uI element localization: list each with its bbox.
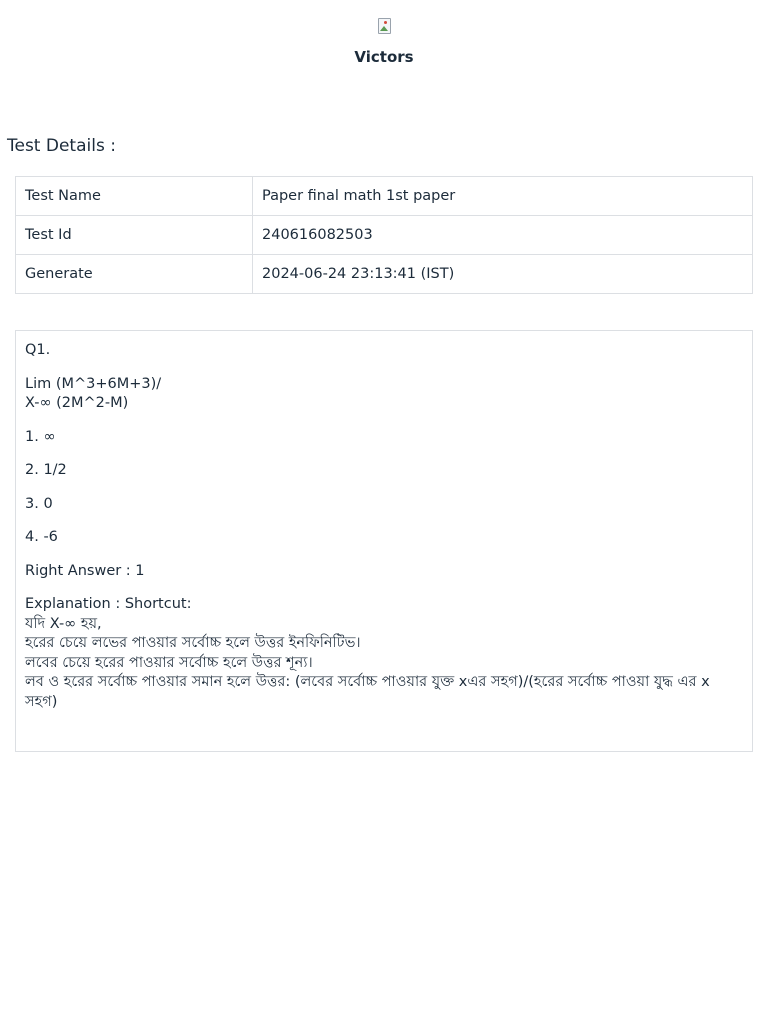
question-number: Q1. (25, 342, 51, 358)
row-label: Generate (16, 255, 253, 294)
row-label: Test Name (16, 177, 253, 216)
test-details-table (15, 176, 753, 294)
row-value: 2024-06-24 23:13:41 (IST) (253, 255, 753, 294)
row-label: Test Id (16, 216, 253, 255)
option-3: 3. 0 (25, 495, 53, 512)
broken-image-icon (377, 18, 391, 34)
section-title: Test Details : (7, 136, 116, 156)
option-2: 2. 1/2 (25, 462, 67, 478)
option-1: 1. ∞ (25, 428, 56, 445)
table-row (16, 216, 753, 255)
page-header (0, 18, 768, 66)
question-text: Lim (M^3+6M+3)/ X-∞ (2M^2-M) (25, 375, 162, 411)
question-card (15, 330, 753, 752)
row-value: 240616082503 (253, 216, 753, 255)
table-row (16, 177, 753, 216)
table-row (16, 255, 753, 294)
brand-name: Victors (354, 48, 414, 66)
row-value: Paper final math 1st paper (253, 177, 753, 216)
explanation: Explanation : Shortcut: যদি X-∞ হয়, হরের চেয়ে লভের পাওয়ার সর্বোচ্চ হলে উত্তর ইনফিনিটিভ। লবের চেয়ে হরের পাওয়ার সর্বোচ্চ হলে উত্তর শূন্য। লব ও হরের সর্বোচ্চ পাওয়ার সমান হলে উত্তর: (লবের সর্বোচ্চ পাওয়ার যুক্ত xএর সহগ)/(হরের সর্বোচ্চ পাওয়া যুদ্ধ এর x সহগ) (25, 596, 710, 710)
right-answer: Right Answer : 1 (25, 562, 145, 579)
option-4: 4. -6 (25, 529, 58, 545)
